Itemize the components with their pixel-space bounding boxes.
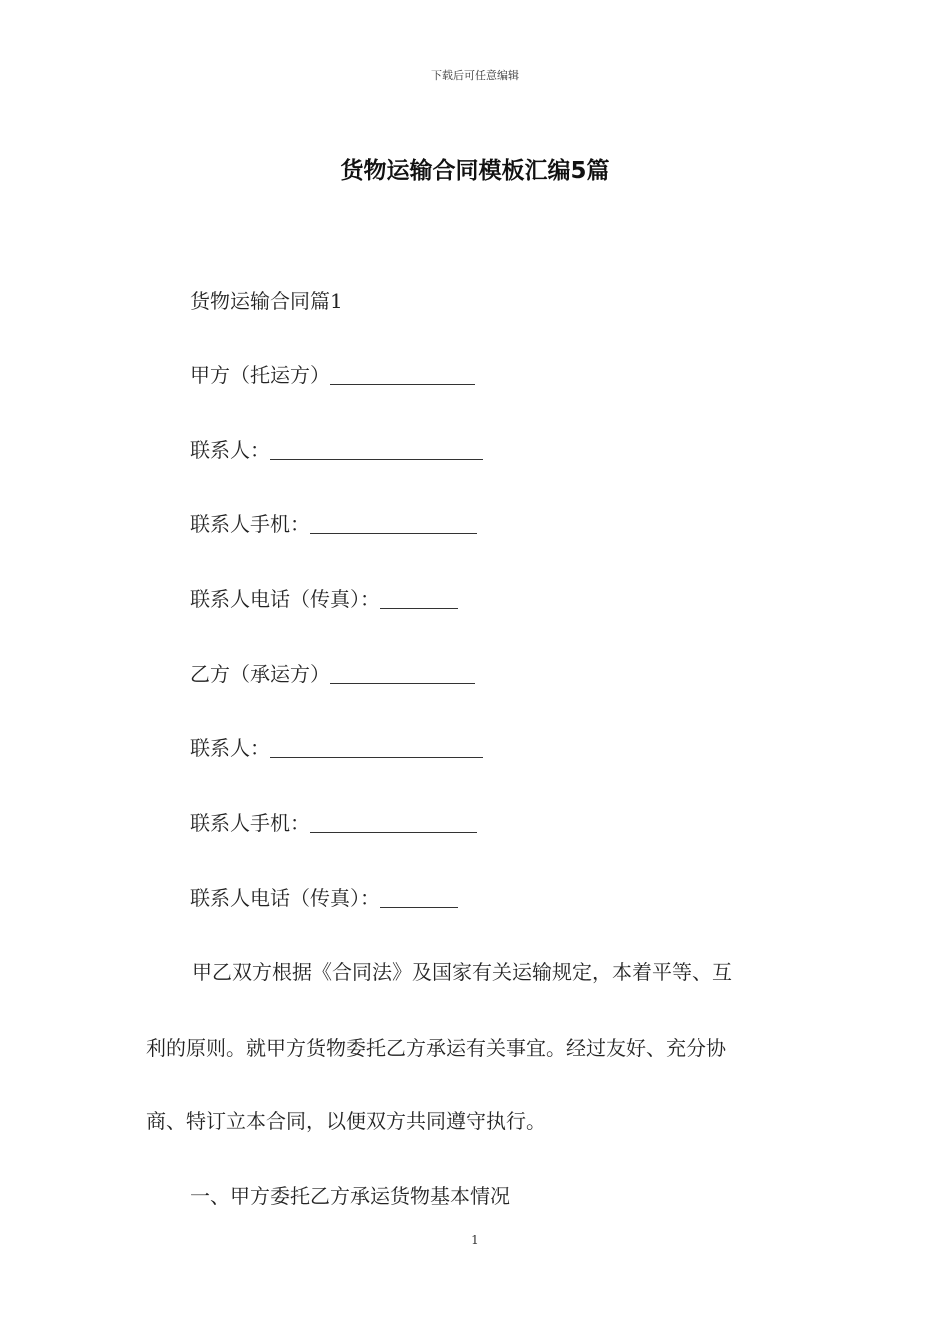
section-heading: 货物运输合同篇1 <box>190 289 343 313</box>
party-a-blank[interactable] <box>330 364 475 385</box>
party-a-contact-row <box>190 436 483 464</box>
party-a-mobile-blank[interactable] <box>310 513 477 534</box>
party-b-blank[interactable] <box>330 663 475 684</box>
page-header: 下载后可任意编辑 <box>431 69 519 82</box>
party-b-phone-fax-label: 联系人电话（传真）： <box>190 886 380 910</box>
clause-1-heading: 一、甲方委托乙方承运货物基本情况 <box>190 1184 510 1208</box>
document-title: 货物运输合同模板汇编5篇 <box>340 158 610 184</box>
preamble-line-2: 利的原则。就甲方货物委托乙方承运有关事宜。经过友好、充分协 <box>146 1036 726 1060</box>
party-b-mobile-row <box>190 809 477 837</box>
party-b-mobile-blank[interactable] <box>310 812 477 833</box>
preamble-line-3: 商、特订立本合同，以便双方共同遵守执行。 <box>146 1109 546 1133</box>
party-a-label: 甲方（托运方） <box>190 363 330 387</box>
party-b-label: 乙方（承运方） <box>190 662 330 686</box>
party-b-mobile-label: 联系人手机： <box>190 811 310 835</box>
party-a-phone-fax-row <box>190 585 458 613</box>
party-a-mobile-row <box>190 510 477 538</box>
party-a-row <box>190 361 475 389</box>
party-a-contact-label: 联系人： <box>190 438 270 462</box>
party-b-phone-fax-blank[interactable] <box>380 887 458 908</box>
party-a-phone-fax-label: 联系人电话（传真）： <box>190 587 380 611</box>
party-b-row <box>190 660 475 688</box>
party-b-contact-label: 联系人： <box>190 736 270 760</box>
party-b-contact-row <box>190 734 483 762</box>
party-a-contact-blank[interactable] <box>270 439 483 460</box>
preamble-line-1: 甲乙双方根据《合同法》及国家有关运输规定，本着平等、互 <box>192 960 732 984</box>
party-a-mobile-label: 联系人手机： <box>190 512 310 536</box>
party-b-phone-fax-row <box>190 884 458 912</box>
party-b-contact-blank[interactable] <box>270 737 483 758</box>
party-a-phone-fax-blank[interactable] <box>380 588 458 609</box>
page-number: 1 <box>471 1233 479 1247</box>
